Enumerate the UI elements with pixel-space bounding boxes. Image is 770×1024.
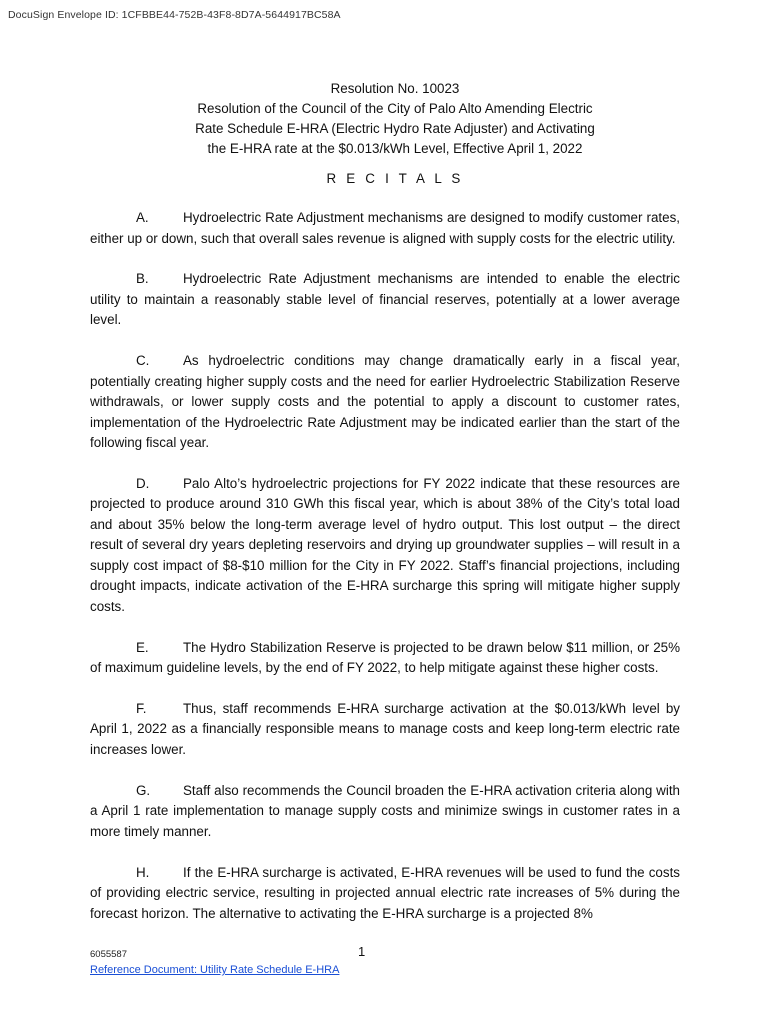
recital-text: Palo Alto’s hydroelectric projections for FY 2022 indicate that these resources are projected to produce around 310 GWh this fiscal year, which is about 38% of the City’s total load and about 35% below the long-term average level of hydro output. This lost output – the direct result of several dry years depleting reservoirs and drying up groundwater supplies – will result in a supply cost impact of $8-$10 million for the City in FY 2022. Staff’s financial projections, including drought impacts, indicate activation of the E-HRA surcharge this spring will mitigate higher supply costs. (90, 475, 680, 614)
recital-d (90, 474, 680, 618)
recitals-body (90, 208, 680, 944)
resolution-title (90, 79, 700, 159)
recital-text: If the E-HRA surcharge is activated, E-HRA revenues will be used to fund the costs of providing electric service, resulting in projected annual electric rate increases of 5% during the forecast horizon. The alternative to activating the E-HRA surcharge is a projected 8% (90, 864, 680, 921)
recital-a (90, 208, 680, 249)
recital-text: Thus, staff recommends E-HRA surcharge activation at the $0.013/kWh level by April 1, 2022 as a financially responsible means to manage costs and keep long-term electric rate increases lower. (90, 700, 680, 757)
page-number: 1 (358, 944, 366, 959)
recital-f (90, 699, 680, 761)
recital-letter: D. (136, 475, 150, 491)
recital-letter: F. (136, 700, 147, 716)
recital-c (90, 351, 680, 454)
reference-document-link[interactable]: Reference Document: Utility Rate Schedule E-HRA (90, 964, 340, 976)
document-number: 6055587 (90, 949, 127, 960)
recital-text: The Hydro Stabilization Reserve is projected to be drawn below $11 million, or 25% of maximum guideline levels, by the end of FY 2022, to help mitigate against these higher costs. (90, 639, 680, 676)
recital-text: Staff also recommends the Council broaden the E-HRA activation criteria along with a April 1 rate implementation to manage supply costs and minimize swings in customer rates in a more timely manner. (90, 782, 680, 839)
recital-letter: A. (136, 210, 149, 225)
resolution-title-line-3: Rate Schedule E-HRA (Electric Hydro Rate Adjuster) and Activating (195, 121, 595, 136)
recital-text: Hydroelectric Rate Adjustment mechanisms are designed to modify customer rates, either up or down, such that overall sales revenue is aligned with supply costs for the electric utility. (90, 210, 680, 246)
resolution-title-line-2: Resolution of the Council of the City of Palo Alto Amending Electric (197, 101, 593, 116)
resolution-title-line-4: the E-HRA rate at the $0.013/kWh Level, Effective April 1, 2022 (207, 141, 583, 156)
recital-h (90, 863, 680, 925)
recital-letter: C. (136, 353, 150, 369)
resolution-number: Resolution No. 10023 (330, 81, 460, 96)
recital-text: Hydroelectric Rate Adjustment mechanisms are intended to enable the electric utility to maintain a reasonably stable level of financial reserves, potentially at a lower average level. (90, 271, 680, 328)
recital-letter: E. (136, 639, 149, 655)
recital-letter: G. (136, 782, 151, 798)
docusign-envelope-id: DocuSign Envelope ID: 1CFBBE44-752B-43F8-8D7A-5644917BC58A (8, 9, 341, 21)
recital-letter: B. (136, 271, 149, 287)
recital-b (90, 269, 680, 331)
recital-text: As hydroelectric conditions may change dramatically early in a fiscal year, potentially creating higher supply costs and the need for earlier Hydroelectric Stabilization Reserve withdrawals, or lower supply costs and the potential to apply a discount to customer rates, implementation of the Hydroelectric Rate Adjustment may be indicated earlier than the start of the following fiscal year. (90, 353, 680, 451)
recital-e (90, 638, 680, 679)
recitals-heading: R E C I T A L S (326, 171, 464, 186)
recital-letter: H. (136, 864, 150, 880)
recital-g (90, 781, 680, 843)
